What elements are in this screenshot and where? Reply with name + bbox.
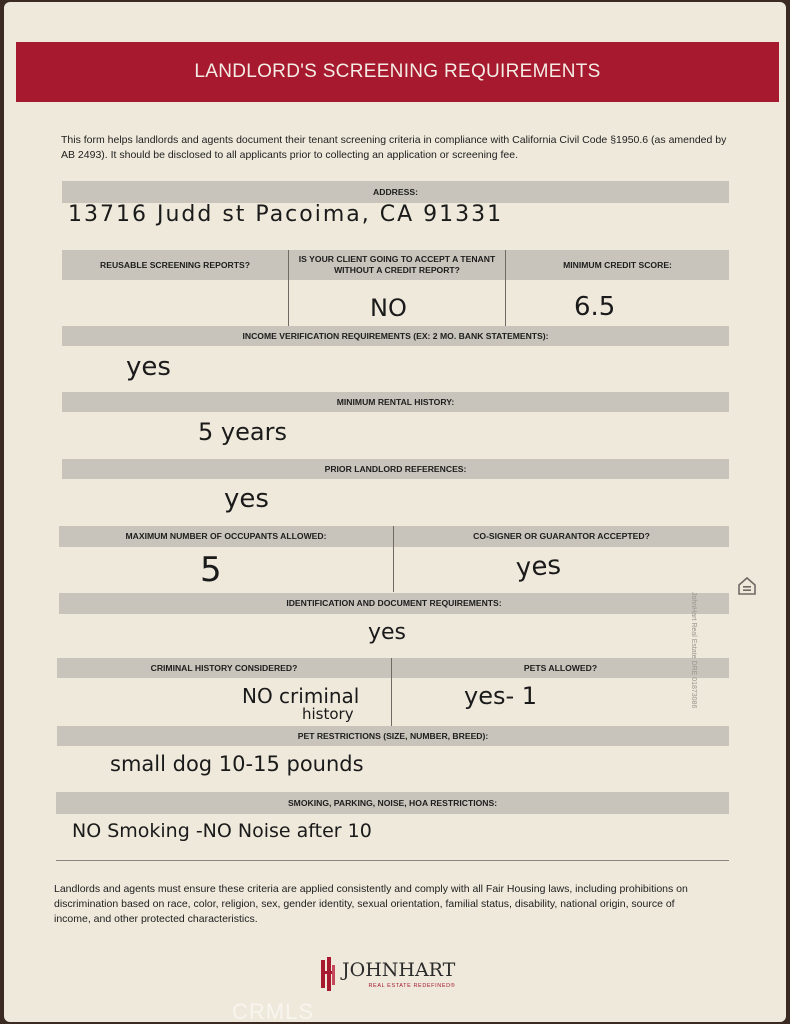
divider	[288, 250, 289, 326]
criminal-value-line1: NO criminal	[242, 684, 360, 708]
johnhart-mark-icon	[320, 957, 336, 991]
criminal-value-line2: history	[302, 705, 354, 723]
cosigner-value: yes	[515, 550, 562, 584]
smoking-label: SMOKING, PARKING, NOISE, HOA RESTRICTIONS:	[56, 792, 729, 814]
max-occupants-value: 5	[200, 550, 222, 590]
rental-history-value: 5 years	[198, 418, 287, 446]
identification-label: IDENTIFICATION AND DOCUMENT REQUIREMENTS:	[59, 593, 729, 614]
divider	[393, 526, 394, 592]
divider	[505, 250, 506, 326]
identification-value: yes	[368, 620, 407, 645]
equal-housing-icon	[737, 576, 757, 596]
johnhart-logo	[320, 954, 455, 994]
reusable-reports-label: REUSABLE SCREENING REPORTS?	[62, 250, 288, 280]
watermark: CRMLS	[232, 999, 315, 1022]
divider	[391, 658, 392, 726]
no-credit-report-value: NO	[370, 294, 407, 322]
form-title: LANDLORD'S SCREENING REQUIREMENTS	[16, 42, 779, 102]
references-value: yes	[224, 484, 269, 514]
intro-text: This form helps landlords and agents document their tenant screening criteria in compliance with California Civil Code §1950.6 (as amended by AB 2493). It should be disclosed to all applicants prior to collecting an application or screening fee.	[61, 134, 727, 161]
sidebar-license-text: JohnHart Real Estate DRE 01873086	[690, 592, 697, 709]
fair-housing-notice: Landlords and agents must ensure these criteria are applied consistently and comply with all Fair Housing laws, including prohibitions on discrimination based on race, color, religion, sex, gender identity, sexual orientation, familial status, disability, national origin, source of income, and other protected characteristics.	[54, 883, 688, 925]
references-label: PRIOR LANDLORD REFERENCES:	[62, 459, 729, 479]
cosigner-label: CO-SIGNER OR GUARANTOR ACCEPTED?	[394, 526, 729, 547]
min-credit-label: MINIMUM CREDIT SCORE:	[506, 250, 729, 280]
pet-restrictions-value: small dog 10-15 pounds	[110, 752, 364, 776]
no-credit-report-label: IS YOUR CLIENT GOING TO ACCEPT A TENANT WITHOUT A CREDIT REPORT?	[289, 250, 505, 280]
smoking-value: NO Smoking -NO Noise after 10	[72, 820, 372, 842]
brand-name: JOHNHART	[342, 959, 456, 981]
max-occupants-label: MAXIMUM NUMBER OF OCCUPANTS ALLOWED:	[59, 526, 393, 547]
divider-rule	[56, 860, 729, 861]
form-page	[4, 2, 786, 1022]
pets-value: yes- 1	[464, 682, 538, 710]
pets-label: PETS ALLOWED?	[392, 658, 729, 678]
rental-history-label: MINIMUM RENTAL HISTORY:	[62, 392, 729, 412]
criminal-label: CRIMINAL HISTORY CONSIDERED?	[57, 658, 391, 678]
income-value: yes	[126, 352, 171, 382]
brand-tagline: REAL ESTATE REDEFINED®	[368, 983, 456, 989]
address-value: 13716 Judd st Pacoima, CA 91331	[68, 202, 504, 227]
min-credit-value: 6.5	[574, 292, 616, 322]
address-label: ADDRESS:	[62, 181, 729, 203]
income-label: INCOME VERIFICATION REQUIREMENTS (EX: 2 MO. BANK STATEMENTS):	[62, 326, 729, 346]
pet-restrictions-label: PET RESTRICTIONS (SIZE, NUMBER, BREED):	[57, 726, 729, 746]
